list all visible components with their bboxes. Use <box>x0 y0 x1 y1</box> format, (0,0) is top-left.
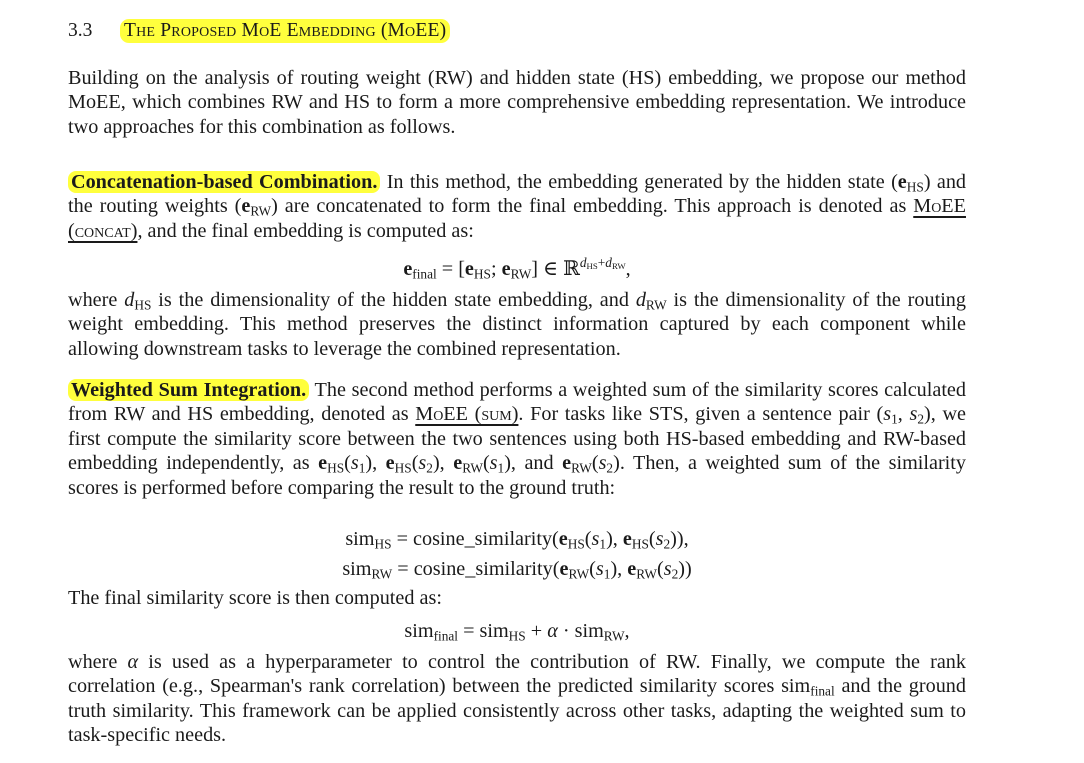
section-title: The Proposed MoE Embedding (MoEE) <box>120 19 450 43</box>
weighted-heading: Weighted Sum Integration. <box>68 379 309 401</box>
paper-page <box>68 16 967 747</box>
section-number: 3.3 <box>68 20 93 41</box>
concat-text: ) are concatenated to form the final embedding. This approach is denoted as <box>271 195 914 218</box>
weighted-method-name: MoEE (sum) <box>415 403 519 426</box>
closing-paragraph: where α is used as a hyperparameter to control the contribution of RW. Finally, we compute the rank correlation (e.g., Spearman's rank correlation) between the predicted similarity scores sim$_{final}$ and the ground truth similarity. This framework can be applied consistently across other tasks, adapting the weighted sum to task-specific needs. <box>68 651 966 747</box>
section-header <box>68 16 966 50</box>
concat-text: , and the final embedding is computed as: <box>137 219 474 242</box>
concat-text: ) and the routing weights ( <box>68 171 967 218</box>
closing-text: is used as a hyperparameter to control the contribution of RW. Finally, we compute the rank correlation (e.g., Spearman's rank correlation) between the predicted similarity scores <box>68 651 966 698</box>
sim-final-equation: sim$_{final}$ = sim$_{HS}$ + α · sim$_{RW}$, <box>404 620 630 644</box>
closing-text: where <box>68 651 128 673</box>
final-intro: The final similarity score is then computed as: <box>68 587 442 609</box>
explanation-text: is the dimensionality of the hidden state embedding, and <box>151 289 636 311</box>
weighted-text: The second method performs a weighted sum of the similarity scores calculated from RW and HS embedding, denoted as <box>68 379 966 426</box>
explanation-text: where <box>68 289 125 311</box>
weighted-paragraph: Weighted Sum Integration. The second method performs a weighted sum of the similarity scores calculated from RW and HS embedding, denoted as MoEE (sum). For tasks like STS, given a sentence pair ($s_1$, $s_2$), we first compute the similarity score between the two sentences using both HS-based embedding and RW-based embedding independently, as $e_{HS}(s_1)$, $e_{HS}(s_2)$, $e_{RW}(s_1)$, and $e_{RW}(s_2)$. Then, a weighted sum of the similarity scores is performed before comparing the result to the ground truth: <box>68 379 967 499</box>
closing-text: and the ground truth similarity. This framework can be applied consistently across other tasks, adapting the weighted sum to task-specific needs. <box>68 675 966 747</box>
concat-heading: Concatenation-based Combination. <box>68 171 380 193</box>
concat-explanation: where $d_{HS}$ is the dimensionality of the hidden state embedding, and $d_{RW}$ is the dimensionality of the routing weight embedding. This method preserves the distinct information captured by each component while allowing downstream tasks to leverage the combined representation. <box>68 289 966 360</box>
weighted-text: . For tasks like STS, given a sentence pair <box>518 403 877 426</box>
concat-equation: $e_{final} = [e_{HS}$; $e_{RW}$] ∈ ℝ$^{d_{HS}+d_{RW}}$, <box>403 255 631 282</box>
concat-text: In this method, the embedding generated by the hidden state ( <box>380 171 898 193</box>
concat-method-name: MoEE (concat) <box>68 195 966 242</box>
weighted-text: . Then, a weighted sum of the similarity scores is performed before comparing the result to the ground truth: <box>68 452 966 499</box>
weighted-text: , we first compute the similarity score between the two sentences using both HS-based embedding and RW-based embedding independently, as <box>68 403 967 475</box>
concat-paragraph: Concatenation-based Combination. In this method, the embedding generated by the hidden state $(e_{HS})$ and the routing weights $(e_{RW})$ are concatenated to form the final embedding. This approach is denoted as MoEE (concat), and the final embedding is computed as: <box>68 171 967 242</box>
explanation-text: is the dimensionality of the routing weight embedding. This method preserves the distinct information captured by each component while allowing downstream tasks to leverage the combined representation. <box>68 289 966 360</box>
intro-paragraph: Building on the analysis of routing weight (RW) and hidden state (HS) embedding, we propose our method MoEE, which combines RW and HS to form a more comprehensive embedding representation. We introduce two approaches for this combination as follows. <box>68 67 966 138</box>
sim-rw-equation: $sim_{RW} = cosine\_similarity(e_{RW}(s_1)$, $e_{RW}(s_2)$) <box>342 558 692 582</box>
sim-hs-equation: $sim_{HS} = cosine\_similarity(e_{HS}(s_1)$, $e_{HS}(s_2)$), <box>345 528 689 552</box>
